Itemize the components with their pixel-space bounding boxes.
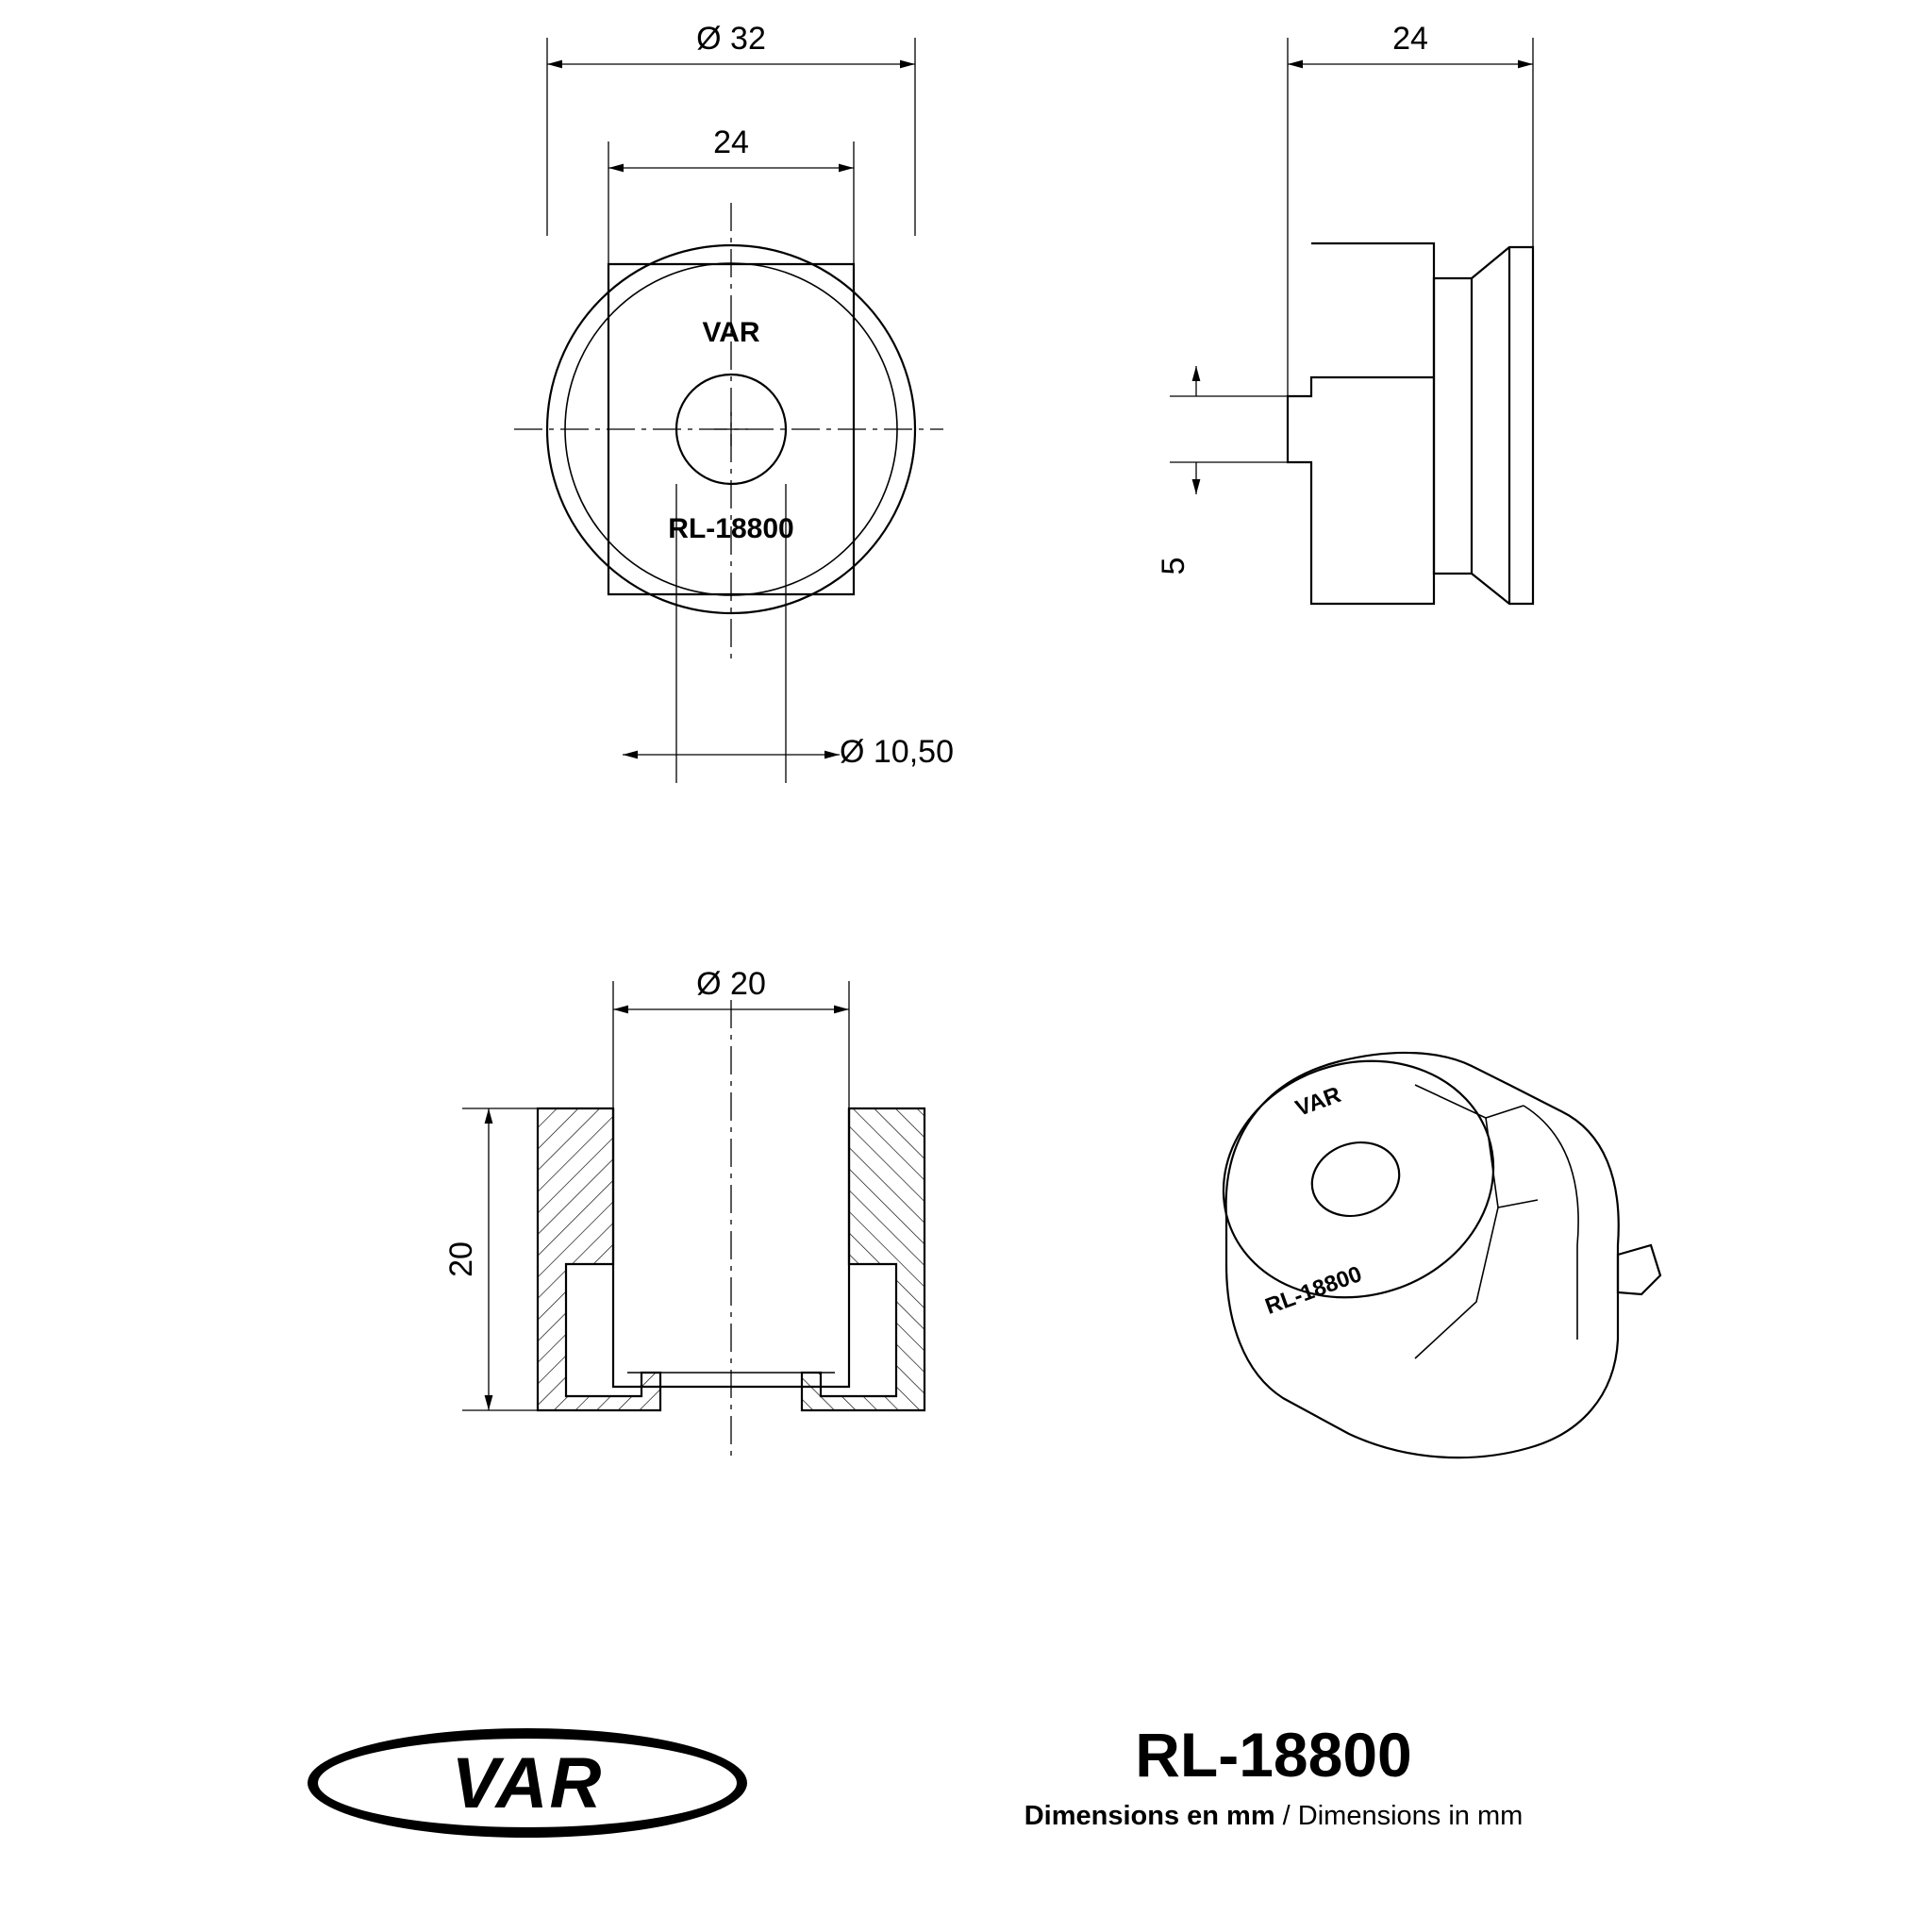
section-view	[443, 966, 924, 1462]
front-marking-brand: VAR	[702, 317, 760, 348]
var-logo	[308, 1728, 751, 1841]
units-note	[849, 1801, 1698, 1832]
dim-label-inner-diameter: Ø 20	[696, 966, 766, 1002]
dim-label-height: 20	[443, 1241, 479, 1277]
dim-label-overall-length: 24	[1392, 21, 1428, 57]
iso-side-edge	[1524, 1106, 1578, 1340]
section-right-wall	[802, 1108, 924, 1410]
isometric-view	[1192, 1026, 1660, 1457]
dim-label-bore-diameter: Ø 10,50	[840, 734, 954, 770]
units-note-en: Dimensions in mm	[1297, 1801, 1524, 1832]
units-note-separator: /	[1274, 1801, 1298, 1832]
front-view	[514, 21, 954, 783]
side-flange-outline	[1288, 243, 1434, 604]
section-left-wall	[538, 1108, 660, 1410]
iso-marking-brand: VAR	[1291, 1081, 1345, 1122]
dim-label-flange-thickness: 5	[1156, 557, 1191, 575]
iso-lug	[1618, 1245, 1660, 1294]
dim-label-hex-width: 24	[713, 125, 749, 160]
iso-body-outline	[1226, 1053, 1619, 1457]
logo-text: VAR	[451, 1742, 604, 1824]
side-view	[1156, 21, 1533, 604]
side-hex-outline	[1434, 247, 1533, 604]
iso-hex-edge-2	[1498, 1200, 1538, 1208]
iso-bore-ellipse	[1303, 1131, 1409, 1226]
iso-hex-pocket	[1415, 1085, 1498, 1358]
iso-marking-reference: RL-18800	[1261, 1261, 1366, 1320]
front-marking-reference: RL-18800	[668, 513, 794, 544]
units-note-fr: Dimensions en mm	[1024, 1801, 1275, 1832]
iso-hex-edge-1	[1486, 1106, 1524, 1118]
reference-block	[849, 1720, 1698, 1832]
dim-label-outer-diameter: Ø 32	[696, 21, 766, 57]
part-reference: RL-18800	[1135, 1720, 1412, 1790]
drawing-footer	[0, 1720, 1932, 1883]
